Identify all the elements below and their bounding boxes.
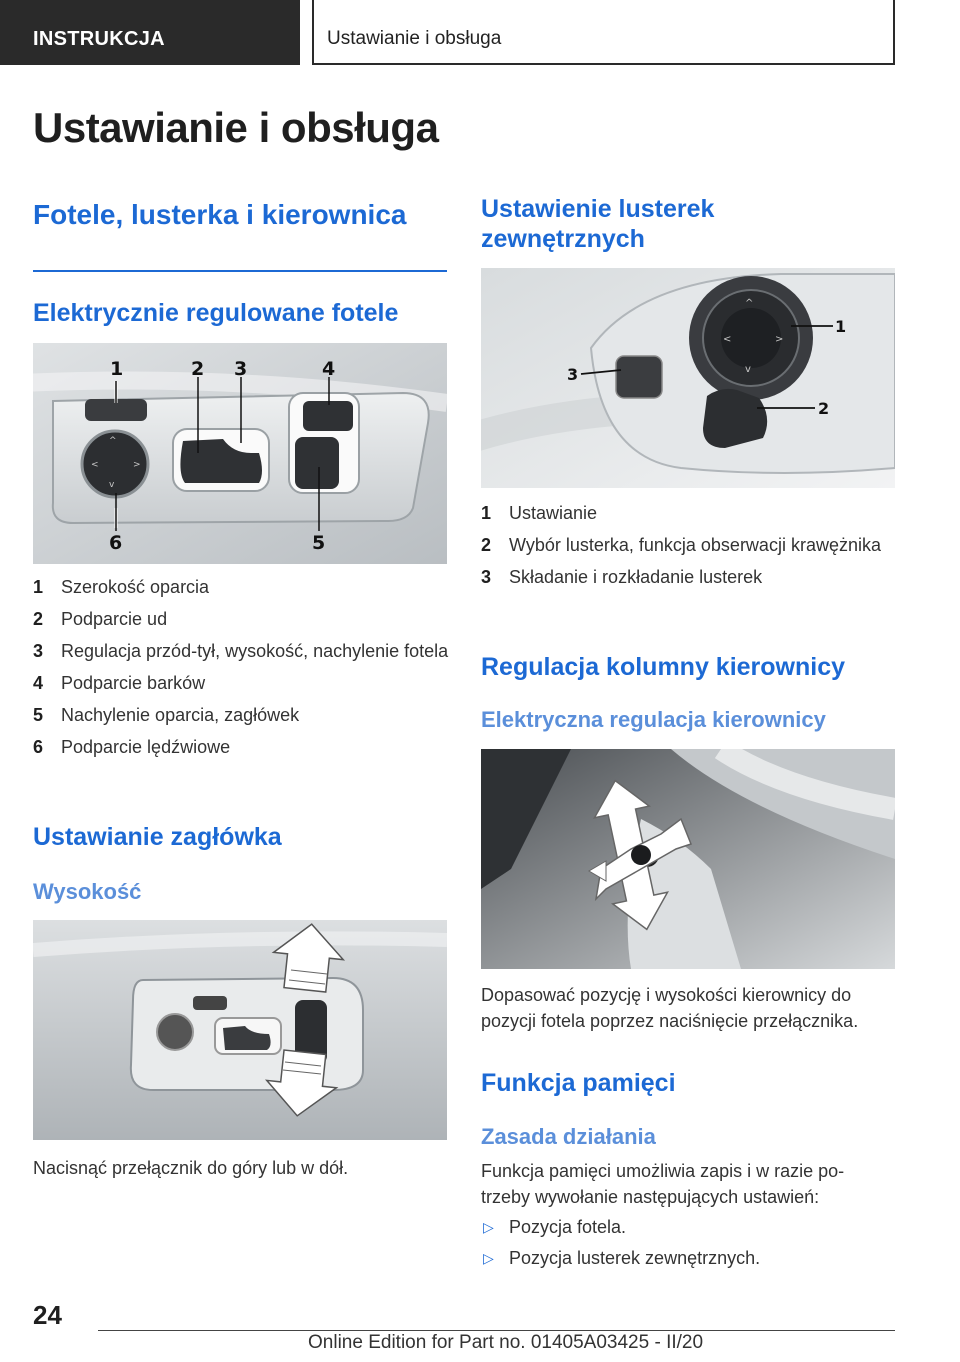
- memory-description: Funkcja pamięci umożliwia zapis i w razie potrzeby wywołanie następujących ustawień:: [481, 1161, 845, 1207]
- section-rule: [33, 270, 447, 272]
- list-item: 1 Szerokość oparcia: [33, 577, 210, 597]
- svg-text:v: v: [109, 480, 115, 490]
- mirror-label-1: 1: [835, 317, 847, 336]
- svg-text:>: >: [775, 334, 784, 345]
- seat-label-5: 5: [312, 532, 326, 554]
- headrest-instruction: Nacisnąć przełącznik do góry lub w dół.: [33, 1158, 349, 1178]
- steering-adjust-figure: [481, 749, 895, 969]
- section-heading-seats-mirrors-steering: Fotele, lusterka i kierownica: [33, 199, 407, 230]
- seat-label-6: 6: [109, 532, 123, 554]
- list-item: 4 Podparcie barków: [33, 673, 206, 693]
- mirror-label-2: 2: [818, 399, 830, 418]
- triangle-bullet-icon: ▷: [483, 1219, 494, 1235]
- headrest-switch-figure: [33, 920, 447, 1140]
- svg-text:>: >: [133, 460, 141, 470]
- svg-text:<: <: [723, 334, 732, 345]
- seat-label-3: 3: [234, 358, 248, 380]
- header-chapter-tab: [312, 0, 895, 65]
- list-item: 6 Podparcie lędźwiowe: [33, 737, 231, 757]
- seat-legend-list: [33, 575, 453, 767]
- list-item: 2 Podparcie ud: [33, 609, 168, 629]
- page-title: Ustawianie i obsługa: [33, 104, 439, 151]
- svg-text:^: ^: [109, 436, 117, 446]
- page-number: 24: [33, 1300, 62, 1330]
- heading-memory-function: Funkcja pamięci: [481, 1069, 676, 1097]
- list-item: 1 Ustawianie: [481, 503, 598, 523]
- heading-principle: Zasada działania: [481, 1124, 656, 1149]
- seat-label-1: 1: [110, 358, 124, 380]
- footer-edition: Online Edition for Part no. 01405A03425 - II/20: [308, 1332, 704, 1353]
- header-section-tab: [0, 0, 300, 65]
- mirror-legend-list: [481, 501, 881, 597]
- svg-text:^: ^: [745, 298, 754, 309]
- svg-text:<: <: [91, 460, 99, 470]
- heading-mirrors: Ustawienie lusterek zewnętrznych: [481, 195, 715, 253]
- list-item: ▷ Pozycja lusterek zewnętrznych.: [481, 1246, 881, 1271]
- triangle-bullet-icon: ▷: [483, 1250, 494, 1266]
- memory-bullet-list: [481, 1215, 881, 1277]
- seat-label-2: 2: [191, 358, 205, 380]
- steering-instruction: Dopasować pozycję i wysokości kierownicy do pozycji fotela poprzez naciśnięcie przełącznika.: [481, 985, 859, 1031]
- svg-text:v: v: [745, 364, 751, 375]
- heading-electric-steering: Elektryczna regulacja kierownicy: [481, 707, 826, 732]
- heading-headrest: Ustawianie zagłówka: [33, 823, 282, 851]
- heading-height: Wysokość: [33, 879, 142, 904]
- seat-label-4: 4: [322, 358, 336, 380]
- list-item: 3 Składanie i rozkładanie lusterek: [481, 567, 763, 587]
- list-item: 5 Nachylenie oparcia, zagłówek: [33, 705, 300, 725]
- mirror-controls-figure: [481, 268, 895, 488]
- list-item: 2 Wybór lusterka, funkcja obserwacji krawężnika: [481, 535, 881, 555]
- heading-electric-seats: Elektrycznie regulowane fotele: [33, 299, 399, 327]
- heading-steering-column: Regulacja kolumny kierownicy: [481, 653, 846, 681]
- mirror-label-3: 3: [567, 365, 579, 384]
- list-item: 3 Regulacja przód-tył, wysokość, nachylenie fotela: [33, 641, 449, 661]
- seat-controls-figure: [33, 343, 447, 564]
- header-chapter-label: Ustawianie i obsługa: [327, 28, 502, 49]
- footer-rule: [98, 1330, 895, 1331]
- header-section-label: INSTRUKCJA: [33, 28, 165, 50]
- list-item: ▷ Pozycja fotela.: [481, 1215, 881, 1240]
